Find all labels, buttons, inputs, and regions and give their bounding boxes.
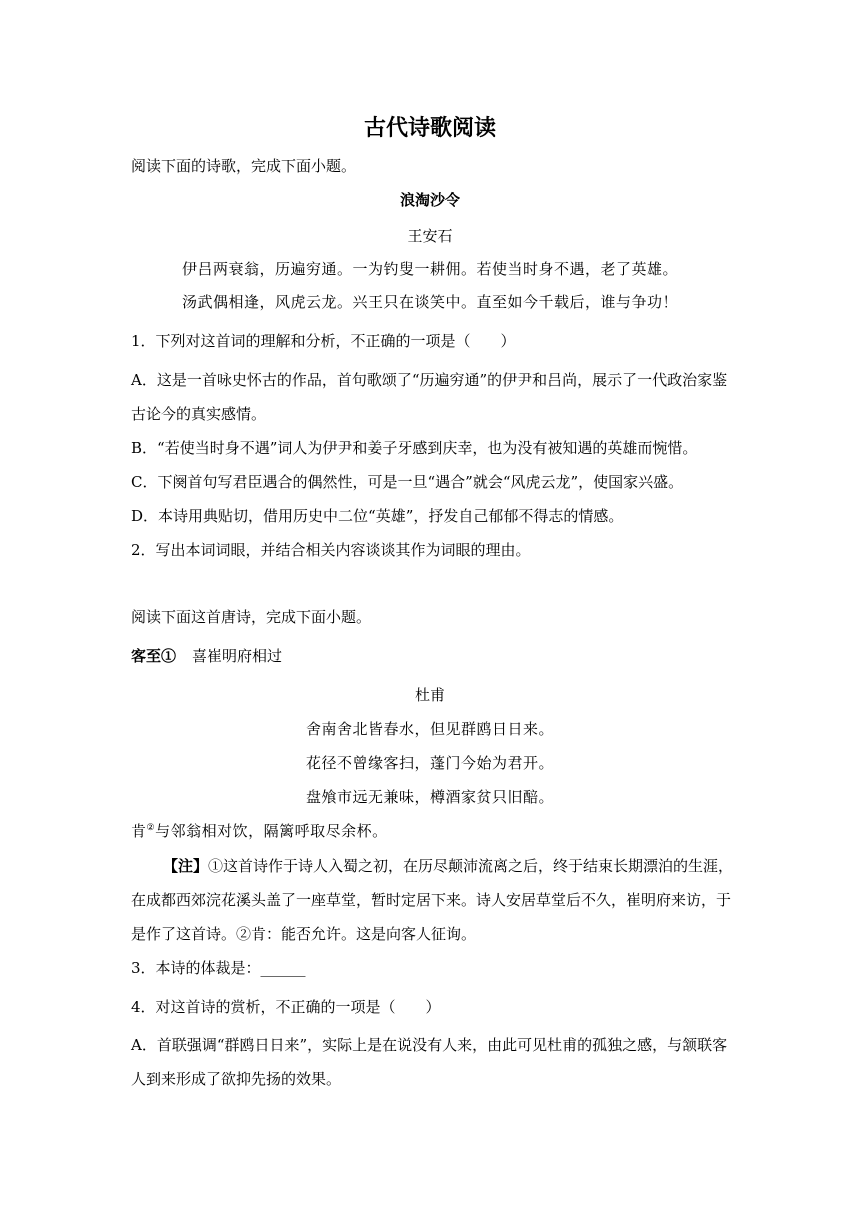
poem1-author: 王安石 — [407, 227, 453, 245]
poem2-line-4-lead: 肯 — [131, 822, 147, 840]
note-text-1: ①这首诗作于诗人入蜀之初，在历尽颠沛流离之后，终于结束长期漂泊的生涯， — [208, 857, 734, 875]
note-line-3: 是作了这首诗。②肯：能否允许。这是向客人征询。 — [131, 925, 477, 943]
question-3: 3．本诗的体裁是：______ — [131, 959, 306, 977]
footnote-marker-2: ② — [146, 823, 156, 833]
poem2-line-1: 舍南舍北皆春水，但见群鸥日日来。 — [305, 720, 554, 738]
poem2-title — [131, 646, 282, 666]
question-4-option-a-line2: 人到来形成了欲抑先扬的效果。 — [131, 1070, 342, 1088]
poem2-line-3: 盘飧市远无兼味，樽酒家贫只旧醅。 — [305, 788, 554, 806]
poem1-title: 浪淘沙令 — [399, 191, 460, 209]
poem1-line-1: 伊吕两衰翁，历遍穷通。一为钓叟一耕佣。若使当时身不遇，老了英雄。 — [181, 260, 678, 278]
question-1-stem: 1．下列对这首词的理解和分析，不正确的一项是（ ） — [131, 332, 516, 350]
question-1-option-a-line1: A．这是一首咏史怀古的作品，首句歌颂了“历遍穷通”的伊尹和吕尚，展示了一代政治家鉴 — [131, 371, 728, 389]
question-4-option-a-line1: A．首联强调“群鸥日日来”，实际上是在说没有人来，由此可见杜甫的孤独之感，与颔联客 — [131, 1036, 728, 1054]
poem2-line-4 — [131, 821, 388, 841]
note-line-1 — [163, 856, 733, 876]
question-1-option-d: D．本诗用典贴切，借用历史中二位“英雄”，抒发自己郁郁不得志的情感。 — [131, 507, 624, 525]
question-2: 2．写出本词词眼，并结合相关内容谈谈其作为词眼的理由。 — [131, 541, 531, 559]
question-1-option-c: C．下阕首句写君臣遇合的偶然性，可是一旦“遇合”就会“风虎云龙”，使国家兴盛。 — [131, 473, 684, 491]
poem2-title-sub: 喜崔明府相过 — [192, 647, 283, 665]
question-1-option-a-line2: 古论今的真实感情。 — [131, 405, 267, 423]
note-line-2: 在成都西郊浣花溪头盖了一座草堂，暂时定居下来。诗人安居草堂后不久，崔明府来访，于 — [131, 891, 732, 909]
page-title: 古代诗歌阅读 — [363, 115, 496, 141]
question-1-option-b: B．“若使当时身不遇”词人为伊尹和姜子牙感到庆幸，也为没有被知遇的英雄而惋惜。 — [131, 439, 698, 457]
note-label: 【注】 — [163, 857, 209, 875]
poem2-title-main: 客至① — [131, 647, 177, 665]
poem2-line-2: 花径不曾缘客扫，蓬门今始为君开。 — [305, 754, 554, 772]
section1-intro: 阅读下面的诗歌，完成下面小题。 — [131, 157, 357, 175]
poem2-line-4-rest: 与邻翁相对饮，隔篱呼取尽余杯。 — [155, 822, 388, 840]
section2-intro: 阅读下面这首唐诗，完成下面小题。 — [131, 608, 372, 626]
poem2-author: 杜甫 — [414, 686, 445, 704]
poem1-line-2: 汤武偶相逢，风虎云龙。兴王只在谈笑中。直至如今千载后，谁与争功！ — [181, 293, 678, 311]
question-4-stem: 4．对这首诗的赏析，不正确的一项是（ ） — [131, 998, 441, 1016]
